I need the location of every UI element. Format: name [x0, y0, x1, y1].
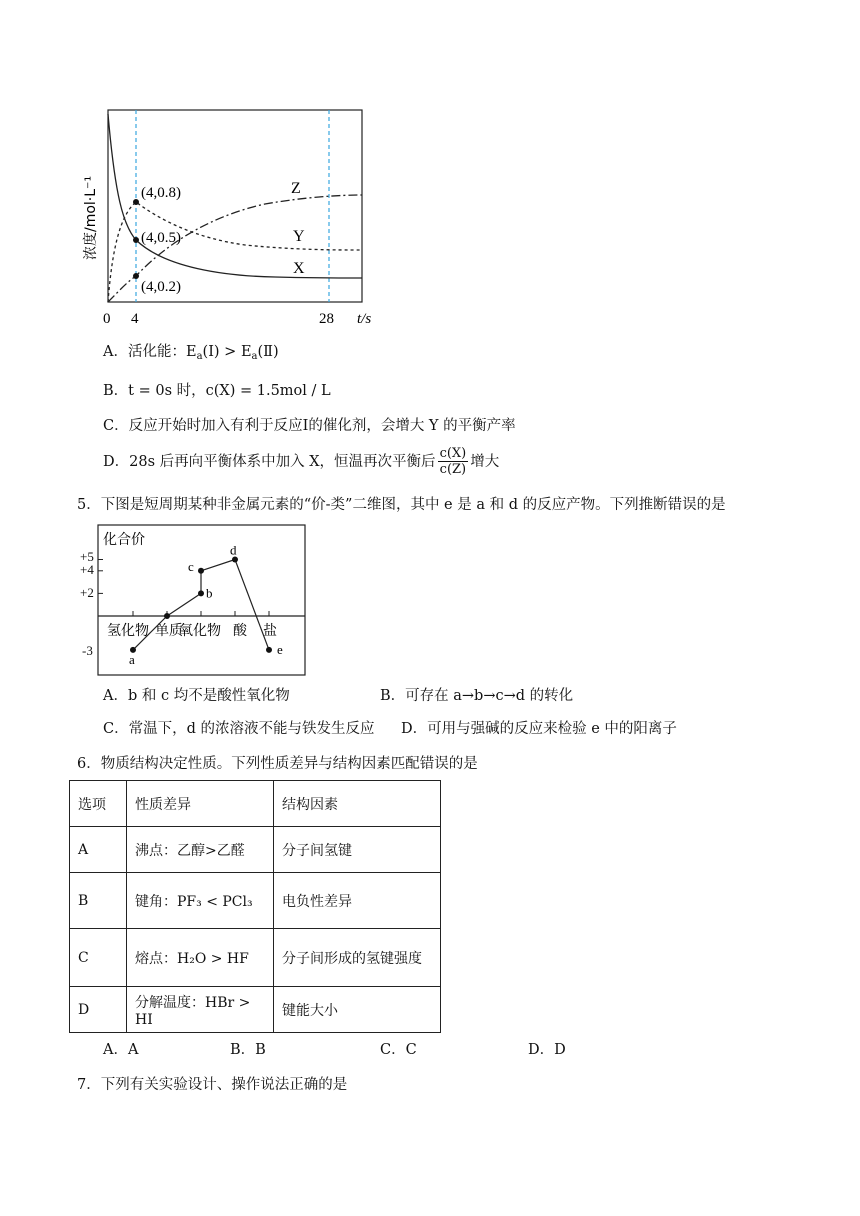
valence-segment: [167, 593, 201, 616]
fraction-numerator: c(X): [439, 446, 467, 461]
point-4-0.5: [133, 237, 139, 243]
y-axis-label: 浓度/mol·L⁻¹: [83, 175, 99, 260]
point-label-e: e: [277, 641, 283, 657]
point-label-a: a: [129, 651, 135, 667]
q5-option-d: D．可用与强碱的反应来检验 e 中的阳离子: [401, 721, 677, 737]
q5-option-a: A．b 和 c 均不是酸性氧化物: [103, 688, 290, 704]
header-factor: 结构因素: [274, 781, 441, 827]
point-label-2: (4,0.5): [141, 230, 181, 246]
row-option: A: [70, 827, 127, 873]
valence-point-c: [198, 568, 204, 574]
q5-stem: 5．下图是短周期某种非金属元素的“价-类”二维图，其中 e 是 a 和 d 的反应产物。下列推断错误的是: [77, 497, 726, 513]
x-tick-4: 4: [131, 311, 139, 327]
q4-option-d-tail: 增大: [470, 453, 500, 470]
concentration-time-chart: [75, 100, 385, 332]
curve-label-z: Z: [291, 180, 301, 197]
q5-option-b: B．可存在 a→b→c→d 的转化: [380, 688, 574, 704]
q6-answer-c: C．C: [380, 1042, 417, 1058]
valence-point: [164, 613, 170, 619]
q6-answer-d: D．D: [528, 1042, 566, 1058]
q5-option-c: C．常温下，d 的浓溶液不能与铁发生反应: [103, 721, 375, 737]
q6-answer-a: A．A: [103, 1042, 139, 1058]
x-axis-label: t/s: [357, 311, 372, 327]
valence-point-e: [266, 647, 272, 653]
row-option: D: [70, 987, 127, 1033]
q4-option-b: B．t = 0s 时，c(X) = 1.5mol / L: [103, 383, 331, 399]
valence-segment: [201, 560, 235, 571]
category-label: 盐: [263, 623, 277, 639]
point-label-b: b: [206, 585, 213, 601]
table-row: [70, 827, 441, 873]
chart-frame: [108, 110, 362, 302]
fraction-denominator: c(Z): [439, 462, 467, 477]
row-property: 沸点：乙醇>乙醛: [127, 827, 274, 873]
row-factor: 分子间氢键: [274, 827, 441, 873]
q6-answer-b: B．B: [230, 1042, 266, 1058]
point-4-0.8: [133, 199, 139, 205]
row-factor: 分子间形成的氢键强度: [274, 929, 441, 987]
row-property: 熔点：H₂O > HF: [127, 929, 274, 987]
row-option: B: [70, 873, 127, 929]
header-property: 性质差异: [127, 781, 274, 827]
q7-stem: 7．下列有关实验设计、操作说法正确的是: [77, 1077, 348, 1093]
category-label: 单质: [155, 623, 183, 639]
valence-point-b: [198, 590, 204, 596]
row-factor: 键能大小: [274, 987, 441, 1033]
category-label: 氢化物: [107, 623, 149, 639]
valence-class-chart: [97, 524, 307, 676]
row-property: 分解温度：HBr > HI: [127, 987, 274, 1033]
point-label-c: c: [188, 558, 194, 574]
point-label-d: d: [230, 542, 237, 558]
table-header-row: [70, 781, 441, 827]
curve-label-y: Y: [293, 228, 305, 245]
point-label-3: (4,0.2): [141, 279, 181, 295]
curve-label-x: X: [293, 260, 305, 277]
q4-option-a-text: A．活化能：E: [103, 344, 197, 360]
q4-option-c: C．反应开始时加入有利于反应Ⅰ的催化剂，会增大 Y 的平衡产率: [103, 418, 516, 434]
table-row: [70, 873, 441, 929]
table-row: [70, 929, 441, 987]
q6-table: [69, 780, 441, 1033]
q4-option-d: [103, 446, 499, 477]
q4-option-a-sub1: a: [196, 351, 203, 362]
table-row: [70, 987, 441, 1033]
x-tick-28: 28: [319, 311, 334, 327]
point-4-0.2: [133, 273, 139, 279]
q4-option-a-text2: (Ⅰ) > E: [202, 344, 252, 360]
q4-option-a-text3: (Ⅱ): [257, 344, 279, 360]
q4-option-a: [103, 342, 279, 367]
category-label: 氧化物: [179, 623, 221, 639]
row-option: C: [70, 929, 127, 987]
q4-option-d-text: D．28s 后再向平衡体系中加入 X，恒温再次平衡后: [103, 453, 436, 470]
ytick-plus4: +4: [80, 562, 94, 577]
q4-option-a-sub2: a: [251, 351, 258, 362]
row-property: 键角：PF₃ < PCl₃: [127, 873, 274, 929]
ytick-plus5: +5: [80, 549, 94, 564]
ratio-fraction: [438, 446, 469, 477]
q6-stem: 6．物质结构决定性质。下列性质差异与结构因素匹配错误的是: [77, 756, 478, 772]
x-tick-0: 0: [103, 311, 111, 327]
ytick-plus2: +2: [80, 585, 94, 600]
point-label-1: (4,0.8): [141, 185, 181, 201]
ytick-minus3: -3: [82, 643, 93, 658]
header-option: 选项: [70, 781, 127, 827]
valence-chart-title: 化合价: [103, 532, 145, 548]
row-factor: 电负性差异: [274, 873, 441, 929]
category-label: 酸: [233, 623, 247, 639]
